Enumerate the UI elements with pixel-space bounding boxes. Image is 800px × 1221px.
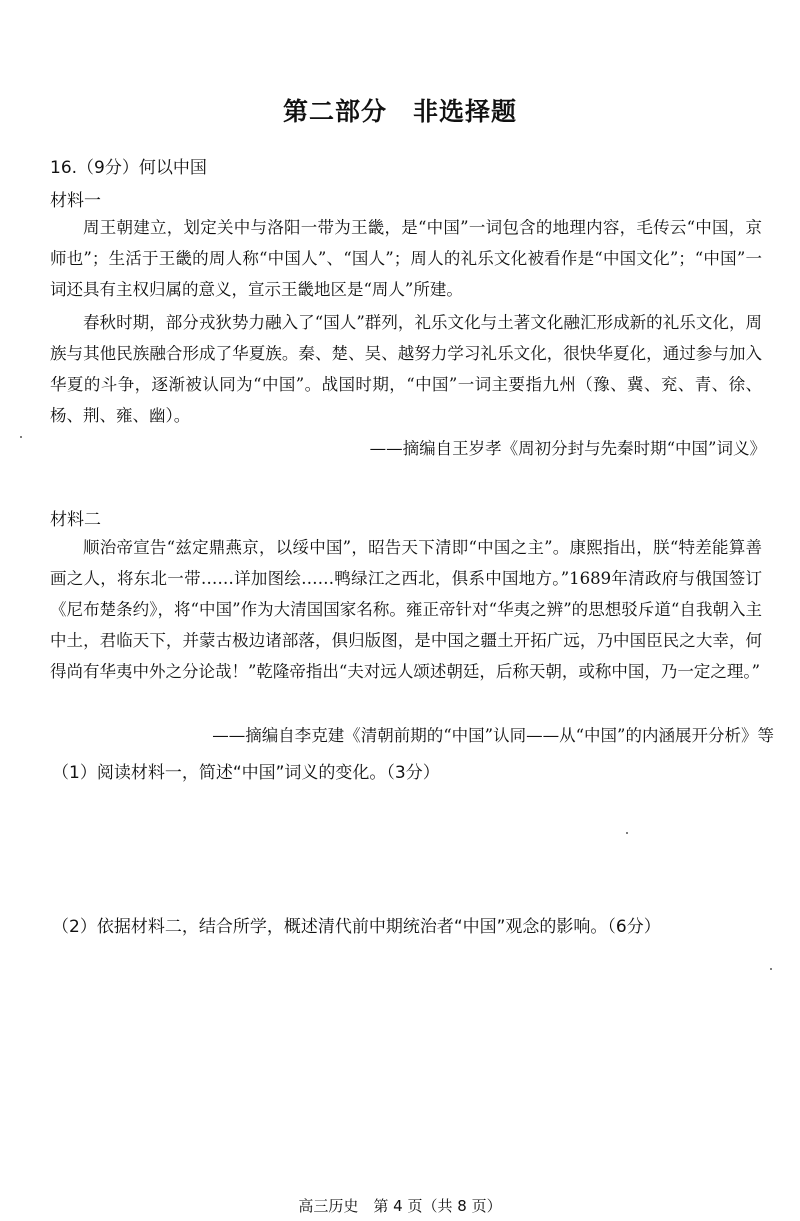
question-heading: 16.（9分）何以中国 [50, 158, 207, 178]
material-1-source: ——摘编自王岁孝《周初分封与先秦时期“中国”词义》 [369, 439, 766, 458]
material-2-label: 材料二 [50, 510, 101, 530]
material-1-paragraph: 春秋时期，部分戎狄势力融入了“国人”群列，礼乐文化与土著文化融汇形成新的礼乐文化，周族与其他民族融合形成了华夏族。秦、楚、吴、越努力学习礼乐文化，很快华夏化，通过参与加入华夏的斗争，逐渐被认同为“中国”。战国时期，“中国”一词主要指九州（豫、冀、兖、青、徐、杨、荆、雍、幽）。 [50, 313, 762, 425]
scan-speck [770, 968, 772, 970]
scan-speck [20, 436, 22, 438]
sub-question-2: （2）依据材料二，结合所学，概述清代前中期统治者“中国”观念的影响。（6分） [52, 917, 661, 937]
part-title: 第二部分 非选择题 [282, 97, 517, 126]
page-footer: 高三历史 第 4 页（共 8 页） [298, 1197, 502, 1215]
material-2-source: ——摘编自李克建《清朝前期的“中国”认同——从“中国”的内涵展开分析》等 [212, 726, 774, 745]
material-1-label: 材料一 [50, 191, 101, 211]
scan-speck [626, 832, 628, 834]
material-1-paragraph: 周王朝建立，划定关中与洛阳一带为王畿，是“中国”一词包含的地理内容，毛传云“中国，京师也”；生活于王畿的周人称“中国人”、“国人”；周人的礼乐文化被看作是“中国文化”；“中国”一词还具有主权归属的意义，宣示王畿地区是“周人”所建。 [50, 218, 762, 299]
answer-area-2[interactable] [50, 946, 762, 1186]
answer-area-1[interactable] [50, 792, 762, 902]
material-2-paragraph: 顺治帝宣告“兹定鼎燕京，以绥中国”，昭告天下清即“中国之主”。康熙指出，朕“特差能算善画之人，将东北一带……详加图绘……鸭绿江之西北，俱系中国地方。”1689年清政府与俄国签订《尼布楚条约》，将“中国”作为大清国国家名称。雍正帝针对“华夷之辨”的思想驳斥道“自我朝入主中土，君临天下，并蒙古极边诸部落，俱归版图，是中国之疆土开拓广远，乃中国臣民之大幸，何得尚有华夷中外之分论哉！”乾隆帝指出“夫对远人颂述朝廷，后称天朝，或称中国，乃一定之理。” [50, 538, 762, 681]
sub-question-1: （1）阅读材料一，简述“中国”词义的变化。（3分） [52, 763, 440, 783]
